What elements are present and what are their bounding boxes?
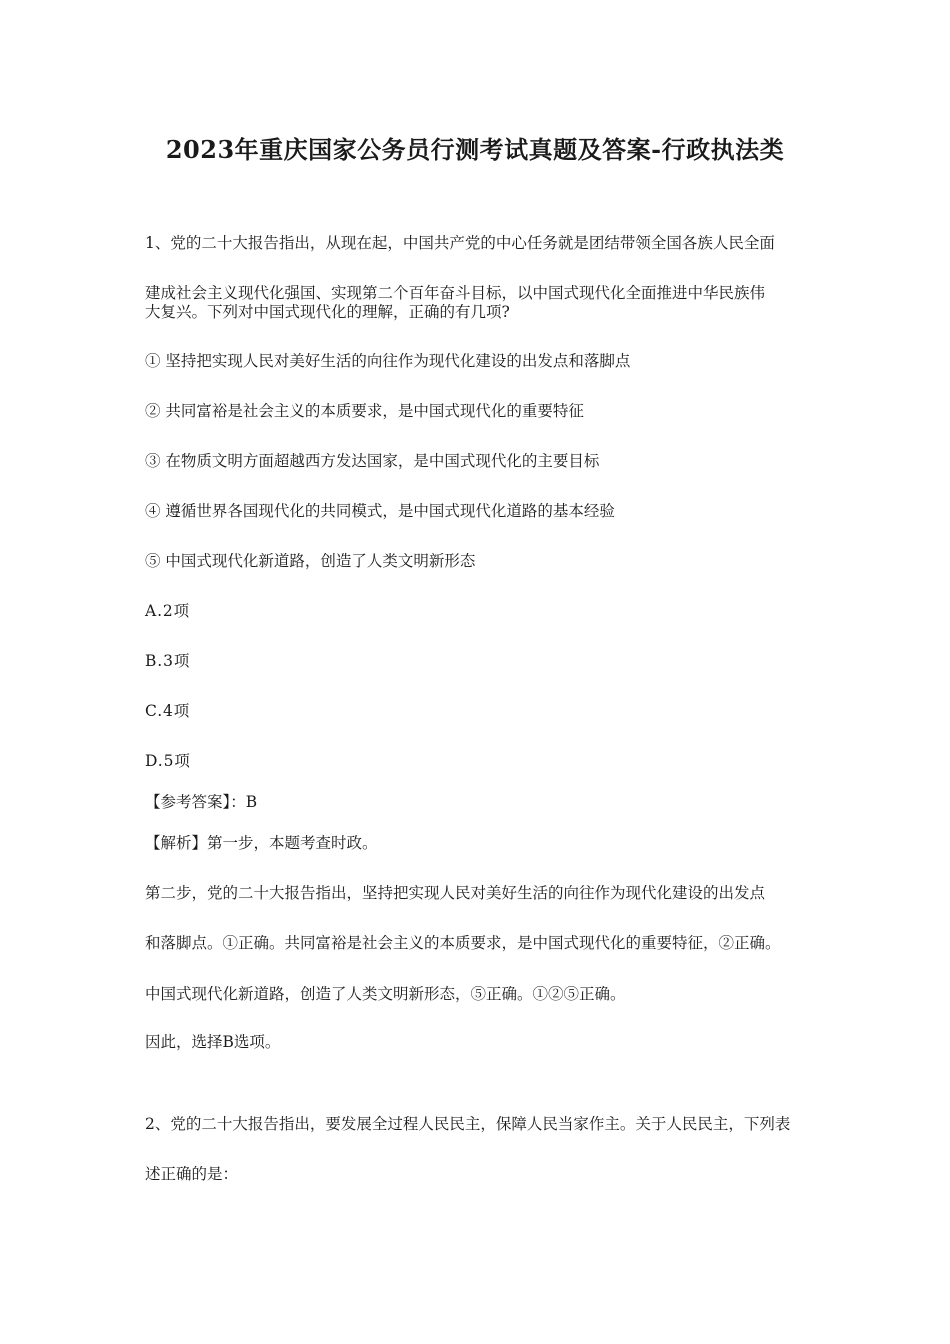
q2-stem-line-2: 述正确的是： [145,1165,239,1183]
q1-stem-line-1: 1、党的二十大报告指出，从现在起，中国共产党的中心任务就是团结带领全国各族人民全面 [145,234,775,252]
q1-statement-1: ① 坚持把实现人民对美好生活的向往作为现代化建设的出发点和落脚点 [145,352,631,370]
q1-analysis-intro: 【解析】第一步，本题考查时政。 [145,834,378,852]
q1-option-b: B.3项 [145,652,191,670]
q1-conclusion: 因此，选择B选项。 [145,1033,281,1051]
q1-stem-line-3: 大复兴。下列对中国式现代化的理解，正确的有几项? [145,303,510,321]
q1-statement-3: ③ 在物质文明方面超越西方发达国家，是中国式现代化的主要目标 [145,452,600,470]
q1-option-c: C.4项 [145,702,191,720]
q1-analysis-line-1: 第二步，党的二十大报告指出，坚持把实现人民对美好生活的向往作为现代化建设的出发点 [145,884,766,902]
q1-analysis-line-2: 和落脚点。①正确。共同富裕是社会主义的本质要求，是中国式现代化的重要特征，②正确。 [145,934,781,952]
q2-stem-line-1: 2、党的二十大报告指出，要发展全过程人民民主，保障人民当家作主。关于人民民主，下列表 [145,1115,791,1133]
q1-stem-line-2: 建成社会主义现代化强国、实现第二个百年奋斗目标，以中国式现代化全面推进中华民族伟 [145,284,766,302]
q1-option-d: D.5项 [145,752,191,770]
q1-statement-5: ⑤ 中国式现代化新道路，创造了人类文明新形态 [145,552,476,570]
q1-analysis-line-3: 中国式现代化新道路，创造了人类文明新形态，⑤正确。①②⑤正确。 [145,985,626,1003]
q1-answer: 【参考答案】：B [145,793,258,811]
q1-statement-2: ② 共同富裕是社会主义的本质要求，是中国式现代化的重要特征 [145,402,584,420]
q1-statement-4: ④ 遵循世界各国现代化的共同模式，是中国式现代化道路的基本经验 [145,502,615,520]
document-title: 2023年重庆国家公务员行测考试真题及答案-行政执法类 [165,135,785,164]
q1-option-a: A.2项 [145,602,191,620]
